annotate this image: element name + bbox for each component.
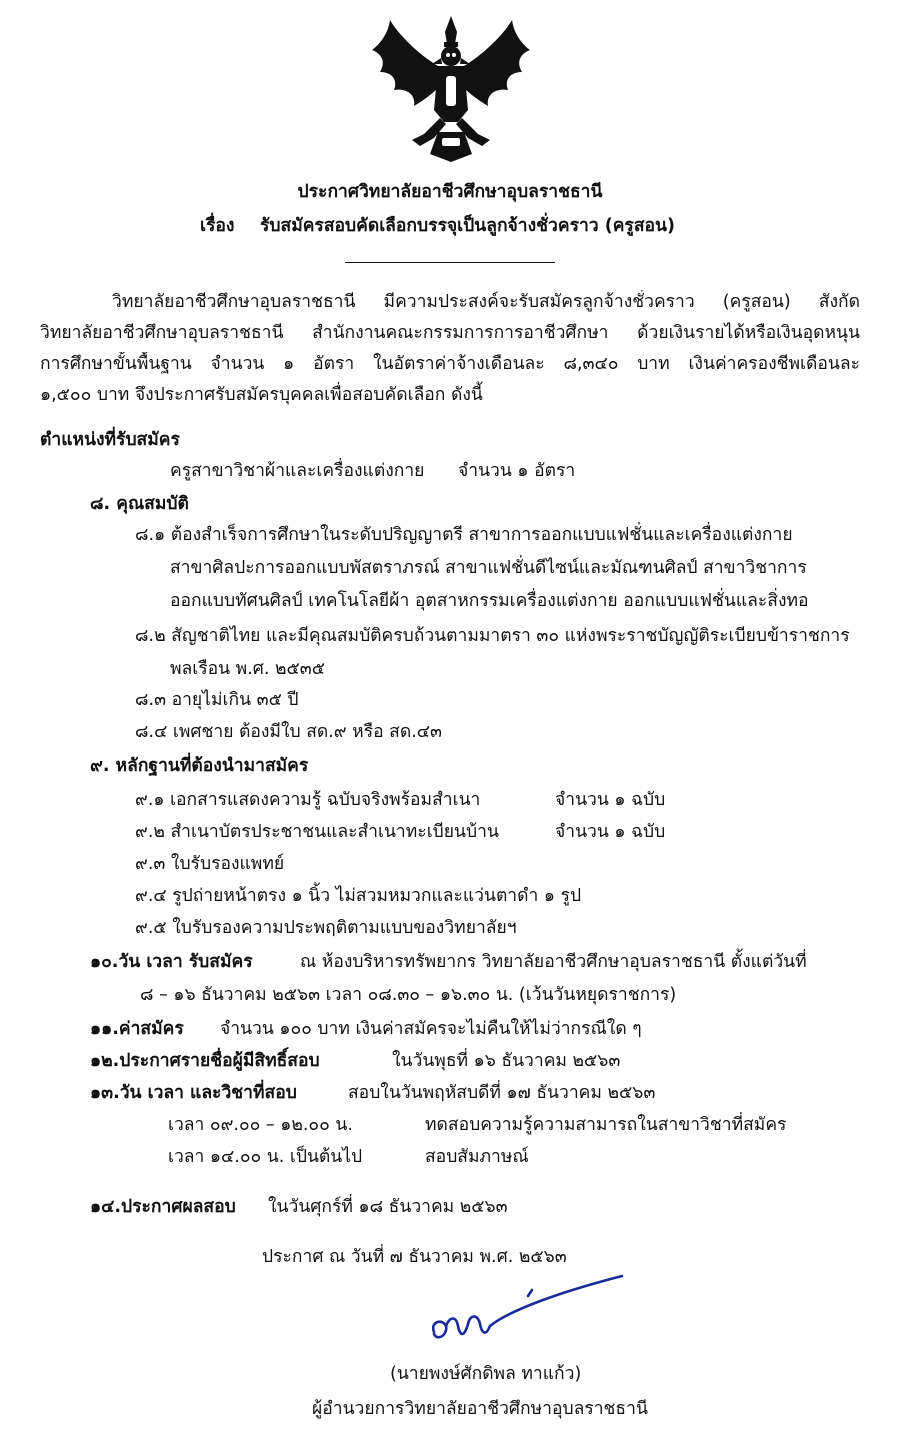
- qualification-8-2-line-1: ๘.๒ สัญชาติไทย และมีคุณสมบัติครบถ้วนตามมาตรา ๓๐ แห่งพระราชบัญญัติระเบียบข้าราชการ: [135, 626, 850, 646]
- qualification-8-3: ๘.๓ อายุไม่เกิน ๓๕ ปี: [135, 690, 299, 710]
- eligible-list-label: ๑๒.ประกาศรายชื่อผู้มีสิทธิ์สอบ: [90, 1051, 320, 1071]
- document-9-1: ๙.๑ เอกสารแสดงความรู้ ฉบับจริงพร้อมสำเนา: [135, 790, 481, 810]
- document-9-2-count: จำนวน ๑ ฉบับ: [555, 822, 666, 842]
- documents-heading: ๙. หลักฐานที่ต้องนำมาสมัคร: [90, 756, 309, 776]
- qualification-8-1-line-3: ออกแบบทัศนศิลป์ เทคโนโลยีผ้า อุตสาหกรรมเครื่องแต่งกาย ออกแบบแฟชั่นและสิ่งทอ: [170, 591, 809, 611]
- exam-schedule-text: สอบในวันพฤหัสบดีที่ ๑๗ ธันวาคม ๒๕๖๓: [348, 1083, 656, 1103]
- eligible-list-text: ในวันพุธที่ ๑๖ ธันวาคม ๒๕๖๓: [392, 1051, 621, 1071]
- exam-schedule-label: ๑๓.วัน เวลา และวิชาที่สอบ: [90, 1083, 297, 1103]
- position-heading: ตำแหน่งที่รับสมัคร: [40, 430, 180, 450]
- results-text: ในวันศุกร์ที่ ๑๘ ธันวาคม ๒๕๖๓: [268, 1197, 508, 1217]
- document-9-2: ๙.๒ สำเนาบัตรประชาชนและสำเนาทะเบียนบ้าน: [135, 822, 499, 842]
- subject-label: เรื่อง: [200, 216, 235, 236]
- application-period-text: ณ ห้องบริหารทรัพยากร วิทยาลัยอาชีวศึกษาอุบลราชธานี ตั้งแต่วันที่: [300, 952, 807, 972]
- exam-session-2-subject: สอบสัมภาษณ์: [425, 1147, 529, 1167]
- header-divider: [345, 262, 555, 263]
- intro-line-3: การศึกษาขั้นพื้นฐาน จำนวน ๑ อัตรา ในอัตราค่าจ้างเดือนละ ๘,๓๔๐ บาท เงินค่าครองชีพเดือนละ: [40, 354, 860, 374]
- qualification-8-1-line-1: ๘.๑ ต้องสำเร็จการศึกษาในระดับปริญญาตรี สาขาการออกแบบแฟชั่นและเครื่องแต่งกาย: [135, 525, 793, 545]
- document-9-4: ๙.๔ รูปถ่ายหน้าตรง ๑ นิ้ว ไม่สวมหมวกและแว่นตาดำ ๑ รูป: [135, 886, 582, 906]
- announcement-date: ประกาศ ณ วันที่ ๗ ธันวาคม พ.ศ. ๒๕๖๓: [262, 1247, 567, 1267]
- signer-title: ผู้อำนวยการวิทยาลัยอาชีวศึกษาอุบลราชธานี: [312, 1399, 648, 1419]
- handwritten-signature: [420, 1268, 640, 1368]
- document-9-3: ๙.๓ ใบรับรองแพทย์: [135, 854, 285, 874]
- application-fee-label: ๑๑.ค่าสมัคร: [90, 1019, 184, 1039]
- qualification-8-1-line-2: สาขาศิลปะการออกแบบพัสตราภรณ์ สาขาแฟชั่นดีไซน์และมัณฑนศิลป์ สาขาวิชาการ: [170, 558, 807, 578]
- intro-line-2: วิทยาลัยอาชีวศึกษาอุบลราชธานี สำนักงานคณะกรรมการการอาชีวศึกษา ด้วยเงินรายได้หรือเงินอุดหนุน: [40, 323, 860, 343]
- garuda-emblem-icon: [368, 14, 534, 164]
- results-label: ๑๔.ประกาศผลสอบ: [90, 1197, 236, 1217]
- application-period-label: ๑๐.วัน เวลา รับสมัคร: [90, 952, 253, 972]
- intro-line-4: ๑,๕๐๐ บาท จึงประกาศรับสมัครบุคคลเพื่อสอบคัดเลือก ดังนี้: [40, 385, 483, 405]
- intro-line-1: วิทยาลัยอาชีวศึกษาอุบลราชธานี มีความประสงค์จะรับสมัครลูกจ้างชั่วคราว (ครูสอน) สังกัด: [112, 292, 860, 312]
- application-fee-text: จำนวน ๑๐๐ บาท เงินค่าสมัครจะไม่คืนให้ไม่ว่ากรณีใด ๆ: [220, 1019, 642, 1039]
- subject-text: รับสมัครสอบคัดเลือกบรรจุเป็นลูกจ้างชั่วคราว (ครูสอน): [260, 216, 675, 236]
- position-count: จำนวน ๑ อัตรา: [458, 461, 576, 481]
- exam-session-2-time: เวลา ๑๔.๐๐ น. เป็นต้นไป: [168, 1147, 363, 1167]
- document-9-1-count: จำนวน ๑ ฉบับ: [555, 790, 666, 810]
- position-name: ครูสาขาวิชาผ้าและเครื่องแต่งกาย: [170, 461, 425, 481]
- application-period-dates: ๘ – ๑๖ ธันวาคม ๒๕๖๓ เวลา ๐๘.๓๐ – ๑๖.๓๐ น. (เว้นวันหยุดราชการ): [140, 985, 677, 1005]
- exam-session-1-subject: ทดสอบความรู้ความสามารถในสาขาวิชาที่สมัคร: [425, 1115, 787, 1135]
- qualification-8-2-line-2: พลเรือน พ.ศ. ๒๕๓๕: [170, 659, 325, 679]
- qualification-8-4: ๘.๔ เพศชาย ต้องมีใบ สด.๙ หรือ สด.๔๓: [135, 722, 443, 742]
- announcement-title: ประกาศวิทยาลัยอาชีวศึกษาอุบลราชธานี: [297, 182, 603, 202]
- signer-name: (นายพงษ์ศักดิพล ทาแก้ว): [390, 1364, 582, 1384]
- qualifications-heading: ๘. คุณสมบัติ: [90, 494, 189, 514]
- document-9-5: ๙.๕ ใบรับรองความประพฤติตามแบบของวิทยาลัยฯ: [135, 918, 517, 938]
- exam-session-1-time: เวลา ๐๙.๐๐ – ๑๒.๐๐ น.: [168, 1115, 353, 1135]
